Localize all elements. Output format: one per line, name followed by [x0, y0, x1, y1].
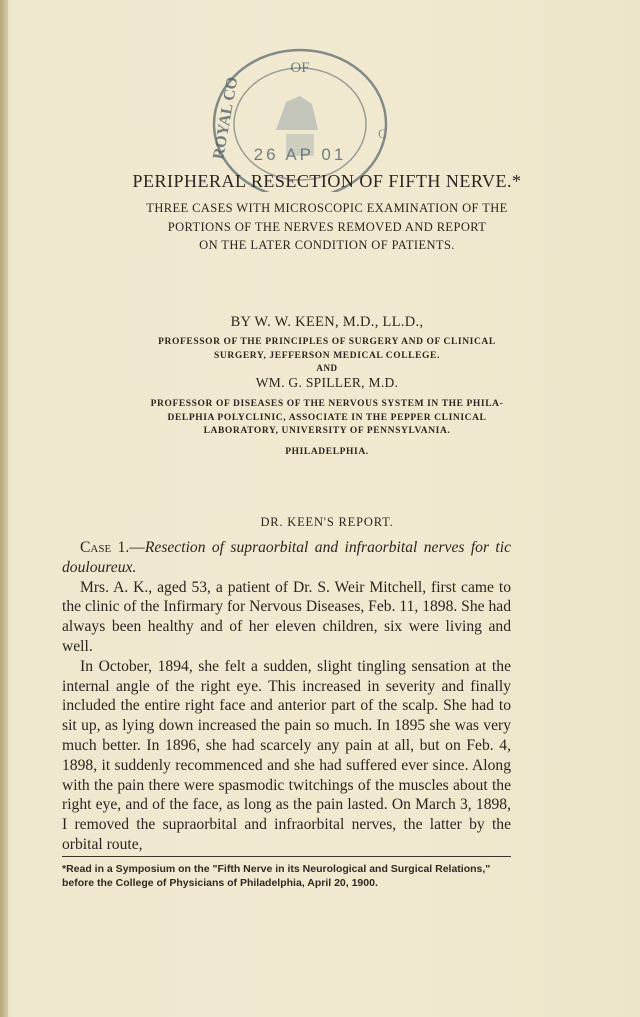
affiliation-line: DELPHIA POLYCLINIC, ASSOCIATE IN THE PEPPER CLINICAL	[167, 412, 487, 423]
report-heading: DR. KEEN'S REPORT.	[260, 515, 394, 529]
case-label: Case 1.	[80, 539, 130, 556]
author-byline: BY W. W. KEEN, M.D., LL.D.,	[230, 314, 424, 330]
stamp-side-text: ROYAL CO	[210, 75, 242, 161]
affiliation-line: PROFESSOR OF DISEASES OF THE NERVOUS SYSTEM IN THE PHILA-	[150, 399, 504, 409]
subtitle-line: THREE CASES WITH MICROSCOPIC EXAMINATION OF THE	[146, 201, 508, 215]
case-heading: Case 1.—Resection of supraorbital and infraorbital nerves for tic douloureux.	[62, 539, 511, 576]
author1-affiliation	[62, 336, 592, 363]
article-body	[62, 538, 511, 855]
author2-affiliation	[62, 398, 592, 439]
author2-name: WM. G. SPILLER, M.D.	[255, 375, 399, 390]
author2-city: PHILADELPHIA.	[285, 447, 369, 457]
affiliation-line: SURGERY, JEFFERSON MEDICAL COLLEGE.	[214, 350, 440, 361]
stamp-number: 26 AP 01	[253, 145, 347, 164]
footnote-divider	[62, 856, 511, 857]
subtitle-line: ON THE LATER CONDITION OF PATIENTS.	[199, 238, 455, 252]
stamp-right-text: C	[378, 126, 387, 141]
article-subtitle	[62, 199, 592, 255]
library-stamp	[188, 42, 412, 192]
footnote: *Read in a Symposium on the "Fifth Nerve in its Neurological and Surgical Relations," before the College of Physicians of Philadelphia, April 20, 1900.	[62, 863, 491, 889]
book-spine-shadow	[0, 0, 8, 1017]
affiliation-line: LABORATORY, UNIVERSITY OF PENNSYLVANIA.	[203, 426, 451, 436]
case-title: Resection of supraorbital and infraorbital nerves for tic douloureux.	[62, 539, 511, 576]
article-title: PERIPHERAL RESECTION OF FIFTH NERVE.*	[132, 171, 522, 191]
subtitle-line: PORTIONS OF THE NERVES REMOVED AND REPORT	[167, 219, 487, 234]
affiliation-line: PROFESSOR OF THE PRINCIPLES OF SURGERY AND OF CLINICAL	[158, 337, 496, 347]
body-paragraph: In October, 1894, she felt a sudden, slight tingling sensation at the internal angle of the right eye. This increased in severity and finally included the entire right face and anterior part of the scalp. She had to sit up, as lying down increased the pain so much. In 1895 she was very much better. In 1896, she had scarcely any pain at all, but on Feb. 4, 1898, it suddenly recommenced and she had suffered ever since. Along with the pain there were spasmodic twitchings of the muscles about the right eye, and of the face, as long as the pain lasted. On March 3, 1898, I removed the supraorbital and infraorbital nerves, the latter by the orbital route,	[62, 657, 511, 853]
body-paragraph: Mrs. A. K., aged 53, a patient of Dr. S. Weir Mitchell, first came to the clinic of the Infirmary for Nervous Diseases, Feb. 11, 1898. She had always been healthy and of her eleven children, six were living and well.	[62, 578, 511, 655]
library-stamp-seal	[188, 42, 412, 192]
author-conjunction: AND	[316, 363, 338, 373]
stamp-top-text: OF	[290, 60, 310, 76]
